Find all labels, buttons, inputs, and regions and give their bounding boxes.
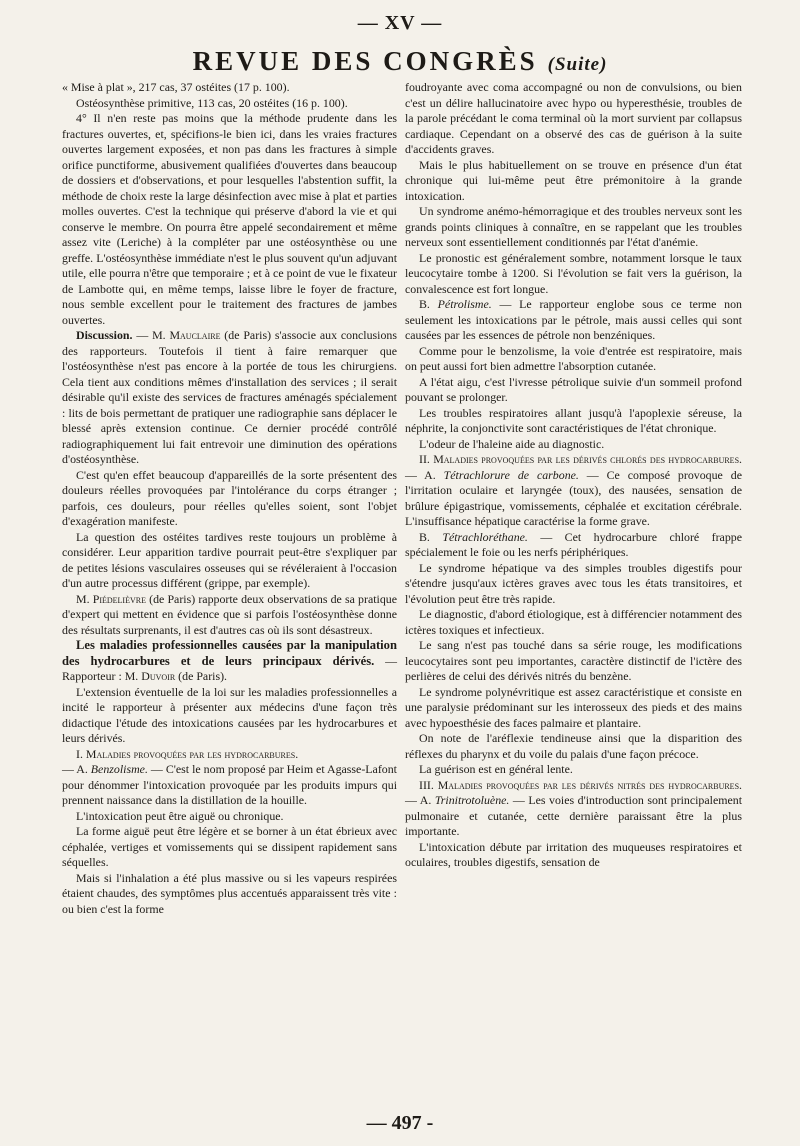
- paragraph: 4° Il n'en reste pas moins que la méthode prudente dans les fractures ouvertes, et, spécifions-le bien ici, dans les vraies fractures ouvertes largement exposées, et non pas dans les fractures à simple orifice punctiforme, abusivement qualifiées d'ouvertes dans beaucoup de dossiers et d'observations, et pour lesquelles l'abstention suffit, la méthode de choix reste la large désinfection avec mise à plat et parties molles ouvertes. C'est la technique qui préserve d'abord la vie et qui conserve le membre. On pourra être appelé secondairement et même assez vite (Leriche) à la compléter par une ostéosynthèse ou une greffe. L'ostéosynthèse immédiate n'est le plus souvent qu'un adjuvant utile, elle pourra n'être que temporaire ; et à ce point de vue le fixateur de Lambotte qui, en même temps, laisse libre le foyer de fracture, nous semble excellent pour le traitement des fractures de jambes ouvertes.: [62, 111, 397, 327]
- paragraph: Discussion. — M. Mauclaire (de Paris) s'associe aux conclusions des rapporteurs. Toutefois il tient à faire remarquer que l'ostéosynthèse n'est pas encore à la portée de tous les chirurgiens. Cela tient aux conditions mêmes d'installation des services ; il serait désirable qu'il existe des services de fractures aménagés spécialement : lits de bois permettant de pratiquer une radiographie sans déplacer le blessé après extension continue. Ce dernier procédé contrôlé radiographiquement lui fait entrevoir une diminution des opérations d'ostéosynthèse.: [62, 328, 397, 466]
- right-column: [405, 80, 742, 871]
- left-column: [62, 80, 397, 917]
- paragraph: II. Maladies provoquées par les dérivés chlorés des hydrocarbures. — A. Tétrachlorure de carbone. — Ce composé provoque de l'irritation oculaire et laryngée (toux), des nausées, sensation de brûlure épigastrique, vomissements, céphalée et excitation cérébrale. L'insuffisance hépatique caractérise la forme grave.: [405, 452, 742, 528]
- author-name: Piédelièvre: [92, 591, 146, 606]
- page-title-suffix: (Suite): [547, 54, 608, 75]
- paragraph: Mais si l'inhalation a été plus massive ou si les vapeurs respirées étaient chaudes, des symptômes plus accentués apparaissent très vite : ou bien c'est la forme: [62, 870, 397, 916]
- paragraph: — A. Benzolisme. — C'est le nom proposé par Heim et Agasse-Lafont pour dénommer l'intoxication provoquée par les produits impurs qui prennent naissance dans la distillation de la houille.: [62, 762, 397, 807]
- paragraph: Le syndrome hépatique va des simples troubles digestifs pour s'étendre jusqu'aux ictères graves avec tous les états transitoires, et l'évolution peut être très rapide.: [405, 560, 742, 606]
- subsection-heading: III. Maladies provoquées par les dérivés nitrés des hydrocarbures.: [419, 777, 742, 792]
- paragraph: Le syndrome polynévritique est assez caractéristique et consiste en une paralysie prédominant sur les interosseux des pieds et des mains avec hypoesthésie des faces palmaire et plantaire.: [405, 684, 742, 730]
- term: Benzolisme.: [90, 762, 148, 776]
- paragraph: Le diagnostic, d'abord étiologique, est à différencier notamment des ictères toxiques et infectieux.: [405, 607, 742, 637]
- paragraph: Un syndrome anémo-hémorragique et des troubles nerveux sont les grands points cliniques à connaître, en se rappelant que les troubles nerveux sont essentiellement conditionnés par l'état d'anémie.: [405, 204, 742, 249]
- paragraph: Les troubles respiratoires allant jusqu'à l'apoplexie séreuse, la néphrite, la conjonctivite sont caractéristiques de l'état chronique.: [405, 405, 742, 435]
- term: Tétrachlorure de carbone.: [443, 467, 579, 482]
- paragraph: A l'état aigu, c'est l'ivresse pétrolique suivie d'un sommeil profond pouvant se prolonger.: [405, 374, 742, 404]
- paragraph: La question des ostéites tardives reste toujours un problème à considérer. Leur apparition tardive pourrait peut-être s'expliquer par de petites lésions vasculaires osseuses qui se révéleraient à l'occasion d'un autre processus différent (grippe, par exemple).: [62, 529, 397, 590]
- paragraph: L'extension éventuelle de la loi sur les maladies professionnelles a incité le rapporteur à présenter aux médecins d'une façon très didactique l'étude des intoxications causées par les hydrocarbures et leurs dérivés.: [62, 684, 397, 745]
- paragraph: Ostéosynthèse primitive, 113 cas, 20 ostéites (16 p. 100).: [76, 95, 348, 110]
- paragraph: Les maladies professionnelles causées par la manipulation des hydrocarbures et de leurs principaux dérivés. — Rapporteur : M. Duvoir (de Paris).: [62, 638, 397, 683]
- author-name: Duvoir: [141, 669, 176, 683]
- paragraph: Le pronostic est généralement sombre, notamment lorsque le taux leucocytaire tombe à 1200. Si l'évolution se fait vers la guérison, la convalescence est fort longue.: [405, 250, 742, 296]
- paragraph: La forme aiguë peut être légère et se borner à un état ébrieux avec céphalée, vertiges et vomissements qui se dissipent rapidement sans séquelles.: [62, 824, 397, 869]
- page-number: — 497 -: [366, 1112, 434, 1134]
- paragraph: L'intoxication peut être aiguë ou chronique.: [76, 808, 284, 823]
- paragraph: L'odeur de l'haleine aide au diagnostic.: [419, 436, 605, 451]
- paragraph: B. Pétrolisme. — Le rapporteur englobe sous ce terme non seulement les intoxications par le pétrole, mais aussi celles qui sont causées par les essences de pétrole non benzéniques.: [405, 297, 742, 342]
- paragraph: On note de l'aréflexie tendineuse ainsi que la disparition des réflexes du pharynx et du voile du palais d'une façon précoce.: [405, 731, 742, 761]
- paragraph: Le sang n'est pas touché dans sa série rouge, les modifications leucocytaires sont peu importantes, caractère distinctif de l'ictère des perlières de celui des dérivés nitrés du benzène.: [405, 638, 742, 683]
- author-name: Mauclaire: [169, 328, 221, 342]
- paragraph: III. Maladies provoquées par les dérivés nitrés des hydrocarbures. — A. Trinitrotoluène. — Les voies d'introduction sont principalement pulmonaire et cutanée, cette dernière paraissant être la plus importante.: [405, 777, 743, 838]
- section-heading: Les maladies professionnelles causées par la manipulation des hydrocarbures et de leurs principaux dérivés.: [62, 638, 397, 668]
- roman-page-number: — XV —: [357, 12, 443, 34]
- paragraph: « Mise à plat », 217 cas, 37 ostéites (17 p. 100).: [62, 80, 290, 94]
- subsection-heading: I. Maladies provoquées par les hydrocarbures.: [76, 746, 299, 761]
- term: Pétrolisme.: [437, 297, 492, 311]
- paragraph: B. Tétrachloréthane. — Cet hydrocarbure chloré frappe spécialement le foie ou les nerfs périphériques.: [405, 529, 742, 559]
- paragraph: foudroyante avec coma accompagné ou non de convulsions, ou bien c'est un délire hallucinatoire avec hypo ou hyperesthésie, troubles de la parole précédant le coma terminal où la mort survient par collapsus cardiaque. Cependant on a observé des cas de guérison à la suite d'accidents graves.: [405, 80, 742, 156]
- paragraph: Comme pour le benzolisme, la voie d'entrée est respiratoire, mais on peut aussi fort bien admettre l'absorption cutanée.: [405, 343, 742, 373]
- subsection-heading: II. Maladies provoquées par les dérivés chlorés des hydrocarbures.: [419, 452, 742, 466]
- section-label: Discussion.: [76, 328, 133, 342]
- running-title: [0, 46, 800, 77]
- paragraph: La guérison est en général lente.: [419, 762, 573, 776]
- paragraph: Mais le plus habituellement on se trouve en présence d'un état chronique qui lui-même peut être prémonitoire à la grande intoxication.: [405, 157, 742, 203]
- paragraph: C'est qu'en effet beaucoup d'appareillés de la sorte présentent des douleurs réelles provoquées par l'intolérance du corps étranger ; parfois, ces douleurs, pour réelles qu'elles soient, sont l'objet d'exagération manifeste.: [62, 467, 397, 528]
- page-title: REVUE DES CONGRÈS: [192, 46, 538, 76]
- term: Tétrachloréthane.: [442, 529, 528, 544]
- term: Trinitrotoluène.: [434, 793, 510, 807]
- paragraph: M. Piédelièvre (de Paris) rapporte deux observations de sa pratique d'expert qui mettent en évidence que si parfois l'ostéosynthèse donne des résultats surprenants, il est d'autres cas où ils sont désastreux.: [62, 591, 397, 637]
- paragraph: L'intoxication débute par irritation des muqueuses respiratoires et oculaires, troubles digestifs, sensation de: [405, 839, 742, 869]
